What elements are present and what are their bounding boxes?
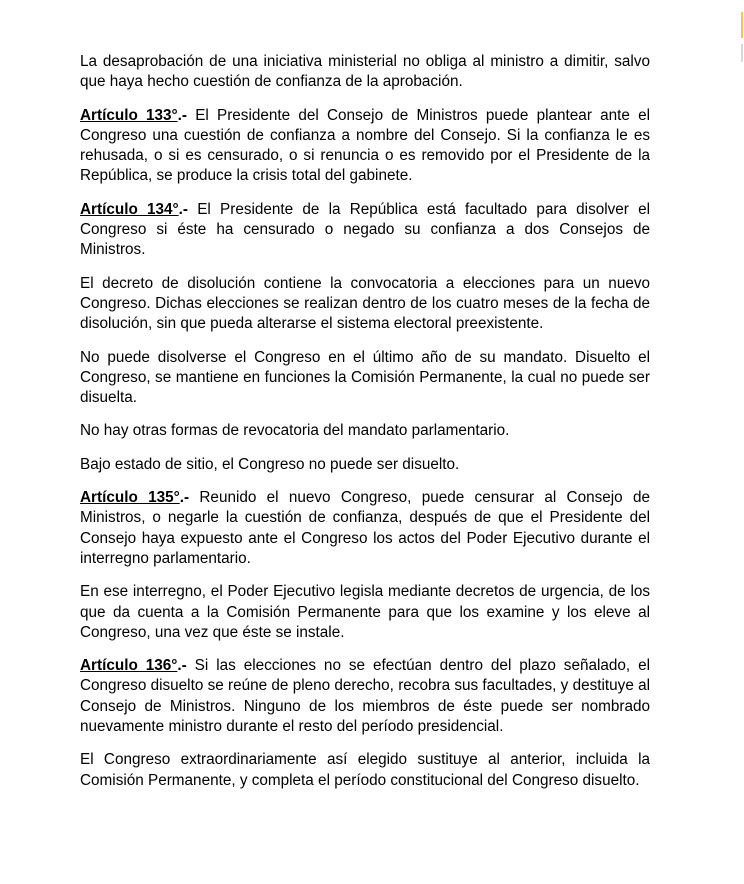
edge-muted-strip	[741, 44, 743, 62]
paragraph-text: El decreto de disolución contiene la convocatoria a elecciones para un nuevo Congreso. Dichas elecciones se realizan dentro de los cuatro meses de la fecha de disolución, sin que pueda alterarse el sistema electoral preexistente.	[80, 274, 650, 333]
article-text: El Presidente del Consejo de Ministros puede plantear ante el Congreso una cuestión de confianza a nombre del Consejo. Si la confianza le es rehusada, o si es censurado, o si renuncia o es removido por el Presidente de la República, se produce la crisis total del gabinete.	[80, 106, 650, 185]
paragraph-text: En ese interregno, el Poder Ejecutivo legisla mediante decretos de urgencia, de los que da cuenta a la Comisión Permanente para que los examine y los eleve al Congreso, una vez que éste se instale.	[80, 583, 650, 641]
paragraph-decreto-disolucion	[80, 274, 650, 335]
edge-accent-strip	[741, 12, 743, 38]
article-title: Artículo 136°	[80, 657, 178, 675]
article-text: Si las elecciones no se efectúan dentro del plazo señalado, el Congreso disuelto se reúne de pleno derecho, recobra sus facultades, y destituye al Consejo de Ministros. Ninguno de los miembros de éste puede ser nombrado nuevamente ministro durante el resto del período presidencial.	[80, 657, 650, 736]
article-separator: .-	[178, 200, 188, 218]
paragraph-ultimo-ano	[80, 348, 650, 409]
paragraph-revocatoria	[80, 421, 650, 441]
article-text: Reunido el nuevo Congreso, puede censurar al Consejo de Ministros, o negarle la cuestión de confianza, después de que el Presidente del Consejo haya expuesto ante el Congreso los actos del Poder Ejecutivo durante el interregno parlamentario.	[80, 489, 650, 567]
article-separator: .-	[177, 657, 187, 675]
document-page	[80, 52, 650, 804]
paragraph-congreso-extraordinario	[80, 750, 650, 791]
paragraph-estado-sitio	[80, 455, 650, 475]
article-separator: .-	[177, 106, 187, 124]
paragraph-text: No puede disolverse el Congreso en el último año de su mandato. Disuelto el Congreso, se mantiene en funciones la Comisión Permanente, la cual no puede ser disuelta.	[80, 348, 650, 407]
paragraph-desaprobacion	[80, 52, 650, 93]
article-136	[80, 656, 650, 737]
article-134	[80, 200, 650, 261]
article-title: Artículo 133°	[80, 106, 178, 124]
article-title: Artículo 134°	[80, 200, 179, 218]
article-133	[80, 106, 650, 187]
article-135	[80, 488, 650, 569]
article-text: El Presidente de la República está facultado para disolver el Congreso si éste ha censurado o negado su confianza a dos Consejos de Ministros.	[80, 200, 650, 259]
paragraph-text: No hay otras formas de revocatoria del mandato parlamentario.	[80, 422, 510, 440]
article-title: Artículo 135°	[80, 489, 180, 507]
paragraph-text: Bajo estado de sitio, el Congreso no puede ser disuelto.	[80, 455, 460, 473]
paragraph-text: La desaprobación de una iniciativa ministerial no obliga al ministro a dimitir, salvo que haya hecho cuestión de confianza de la aprobación.	[80, 53, 650, 91]
article-separator: .-	[179, 489, 190, 507]
paragraph-interregno	[80, 582, 650, 643]
paragraph-text: El Congreso extraordinariamente así elegido sustituye al anterior, incluida la Comisión Permanente, y completa el período constitucional del Congreso disuelto.	[80, 751, 650, 789]
